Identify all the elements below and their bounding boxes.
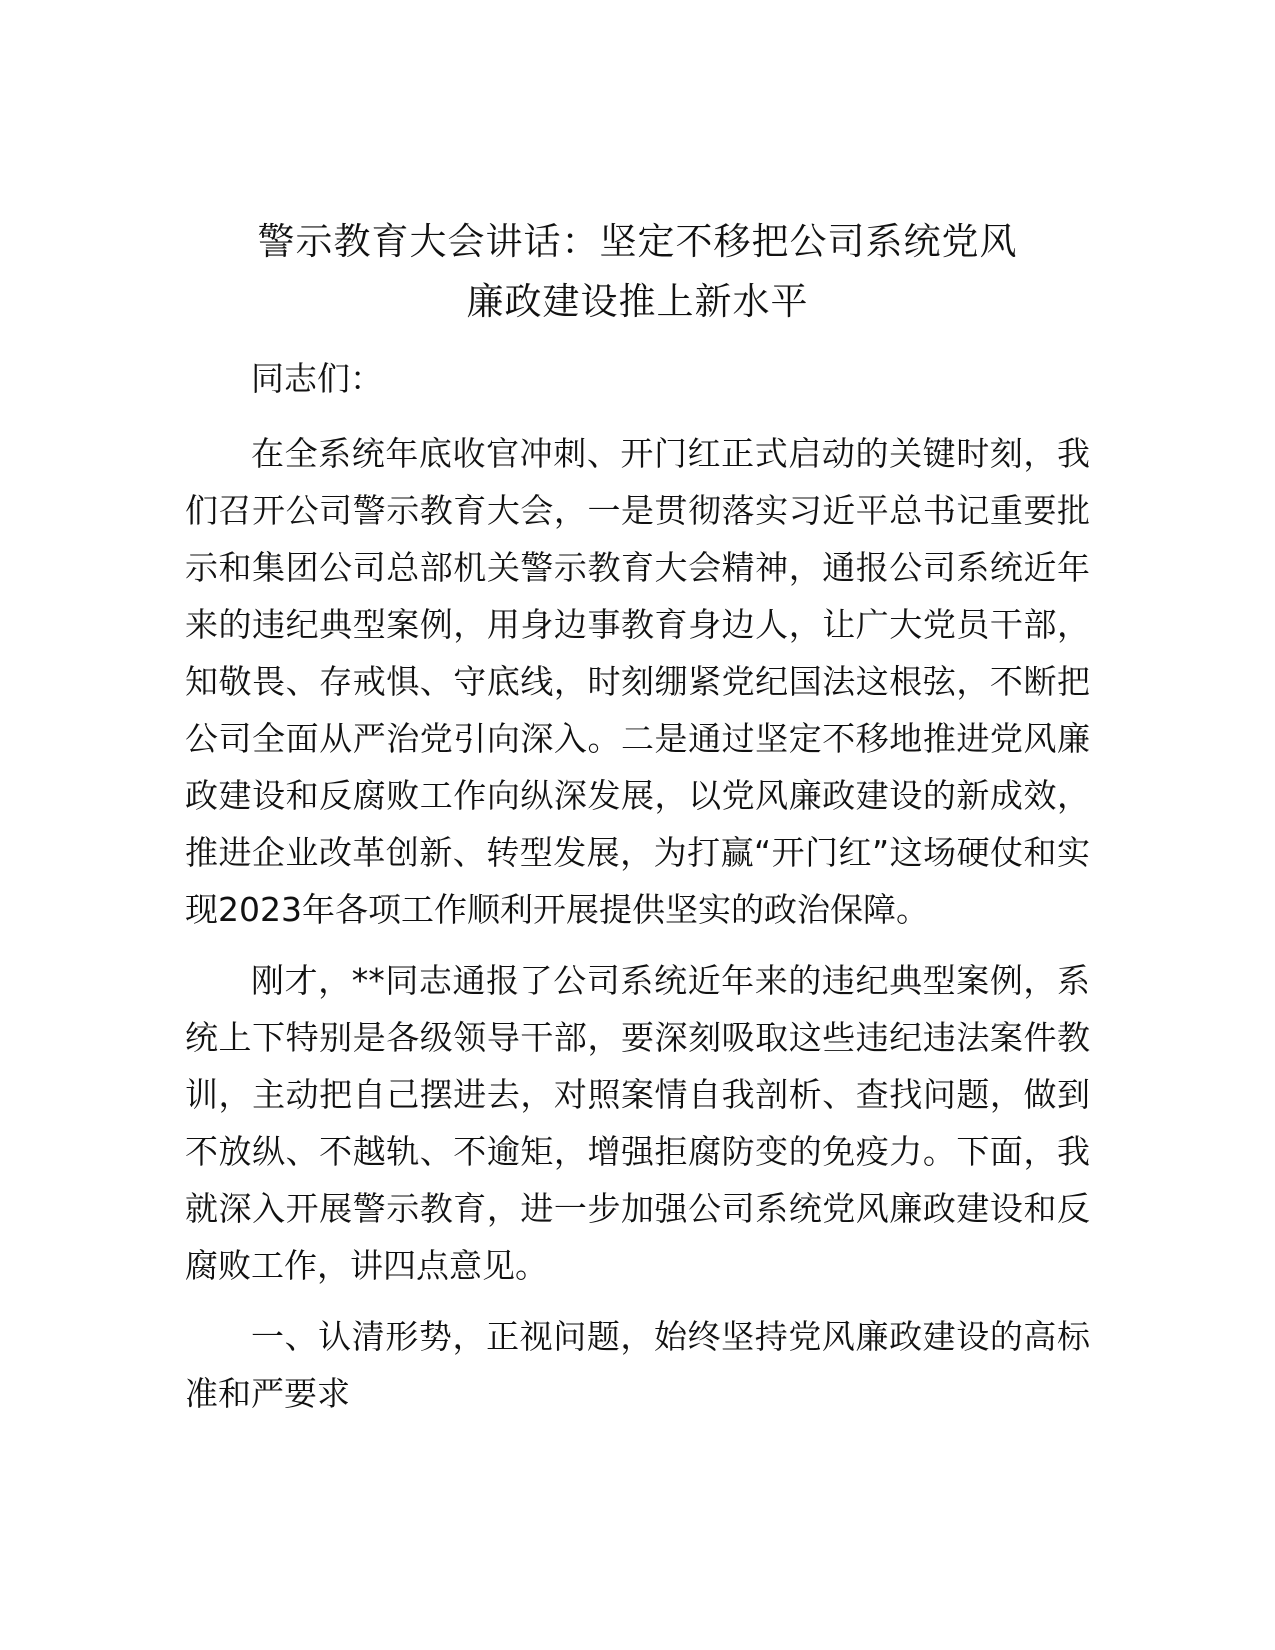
paragraph-opening: 在全系统年底收官冲刺、开门红正式启动的关键时刻，我们召开公司警示教育大会，一是贯彻落实习近平总书记重要批示和集团公司总部机关警示教育大会精神，通报公司系统近年来的违纪典型案例，用身边事教育身边人，让广大党员干部，知敬畏、存戒惧、守底线，时刻绷紧党纪国法这根弦，不断把公司全面从严治党引向深入。二是通过坚定不移地推进党风廉政建设和反腐败工作向纵深发展，以党风廉政建设的新成效，推进企业改革创新、转型发展，为打赢“开门红”这场硬仗和实现2023年各项工作顺利开展提供坚实的政治保障。 [185,434,1090,929]
salutation: 同志们： [251,359,383,398]
title-line-1: 警示教育大会讲话：坚定不移把公司系统党风 [257,220,1018,263]
section-heading-1: 一、认清形势，正视问题，始终坚持党风廉政建设的高标准和严要求 [185,1317,1090,1413]
document-body [185,212,1090,1422]
document-title [185,212,1090,332]
paragraph-case-briefing: 刚才，**同志通报了公司系统近年来的违纪典型案例，系统上下特别是各级领导干部，要深刻吸取这些违纪违法案件教训，主动把自己摆进去，对照案情自我剖析、查找问题，做到不放纵、不越轨、不逾矩，增强拒腐防变的免疫力。下面，我就深入开展警示教育，进一步加强公司系统党风廉政建设和反腐败工作，讲四点意见。 [185,961,1090,1285]
title-line-2: 廉政建设推上新水平 [466,280,809,323]
